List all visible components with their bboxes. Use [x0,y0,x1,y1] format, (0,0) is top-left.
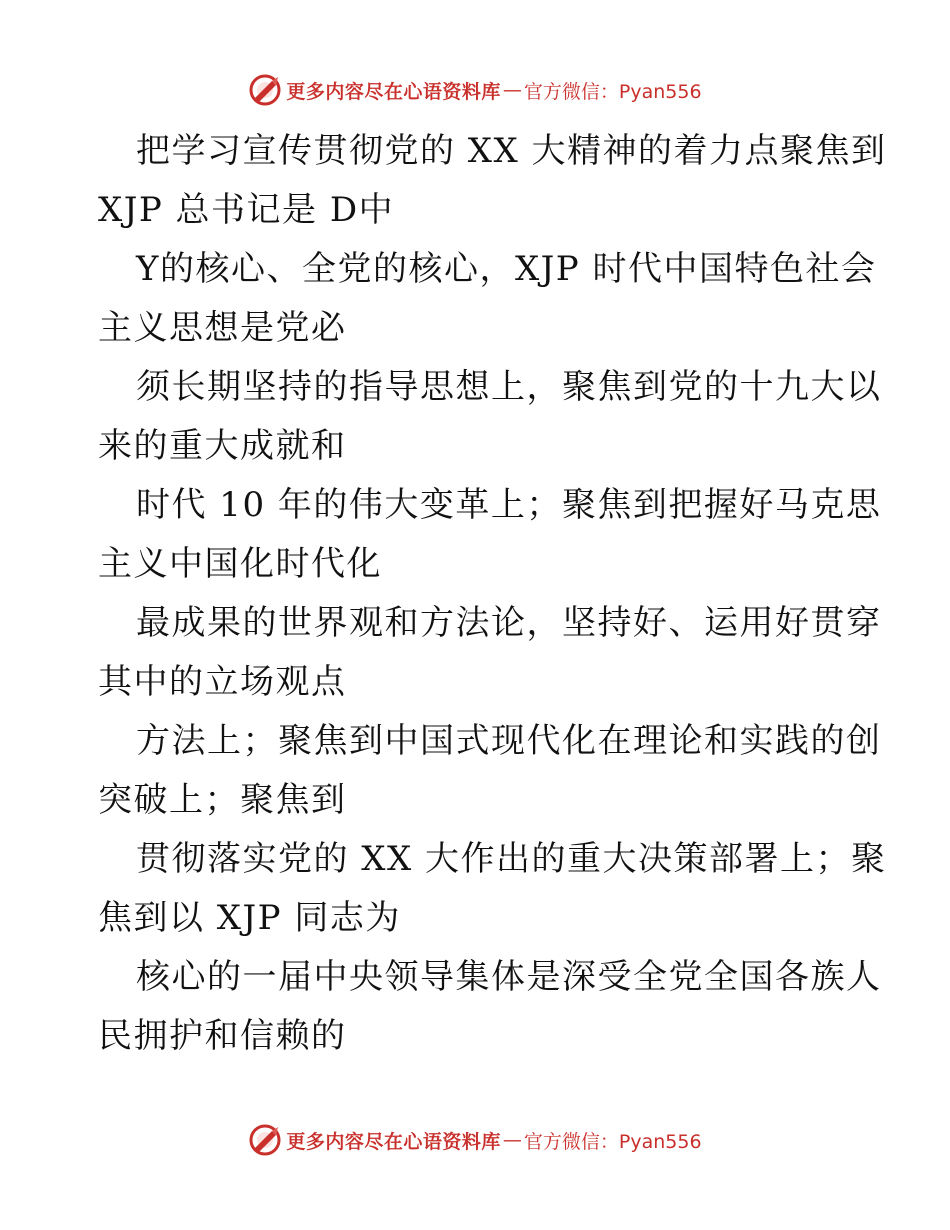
body-line: 时代 10 年的伟大变革上；聚焦到把握好马克思 [136,485,882,525]
body-line: 核心的一届中央领导集体是深受全党全国各族人 [136,957,882,997]
body-line: 突破上；聚焦到 [98,780,347,820]
body-line: Y的核心、全党的核心，XJP 时代中国特色社会 [136,249,877,289]
header-dash: — [502,79,522,101]
header-banner [0,70,950,110]
header-slogan: 更多内容尽在心语资料库 [286,80,501,103]
body-line: 民拥护和信赖的 [98,1016,347,1056]
body-line: 主义思想是党必 [98,308,347,348]
header-wechat: 官方微信：Pyan556 [523,80,702,103]
body-line: 把学习宣传贯彻党的 XX 大精神的着力点聚焦到 [136,131,887,171]
body-line: XJP 总书记是 D中 [98,190,395,230]
body-line: 须长期坚持的指导思想上，聚焦到党的十九大以 [136,367,882,407]
body-line: 焦到以 XJP 同志为 [98,898,401,938]
body-line: 方法上；聚焦到中国式现代化在理论和实践的创 [136,721,882,761]
body-line: 贯彻落实党的 XX 大作出的重大决策部署上；聚 [136,839,887,879]
footer-dash: — [502,1129,522,1151]
document-body [98,122,887,1066]
body-line: 其中的立场观点 [98,662,347,702]
pen-nib-logo-icon [248,1123,282,1157]
body-line: 主义中国化时代化 [98,544,382,584]
pen-nib-logo-icon [248,73,282,107]
footer-wechat: 官方微信：Pyan556 [523,1130,702,1153]
body-line: 来的重大成就和 [98,426,347,466]
footer-slogan: 更多内容尽在心语资料库 [286,1130,501,1153]
footer-banner [0,1120,950,1160]
body-line: 最成果的世界观和方法论，坚持好、运用好贯穿 [136,603,882,643]
